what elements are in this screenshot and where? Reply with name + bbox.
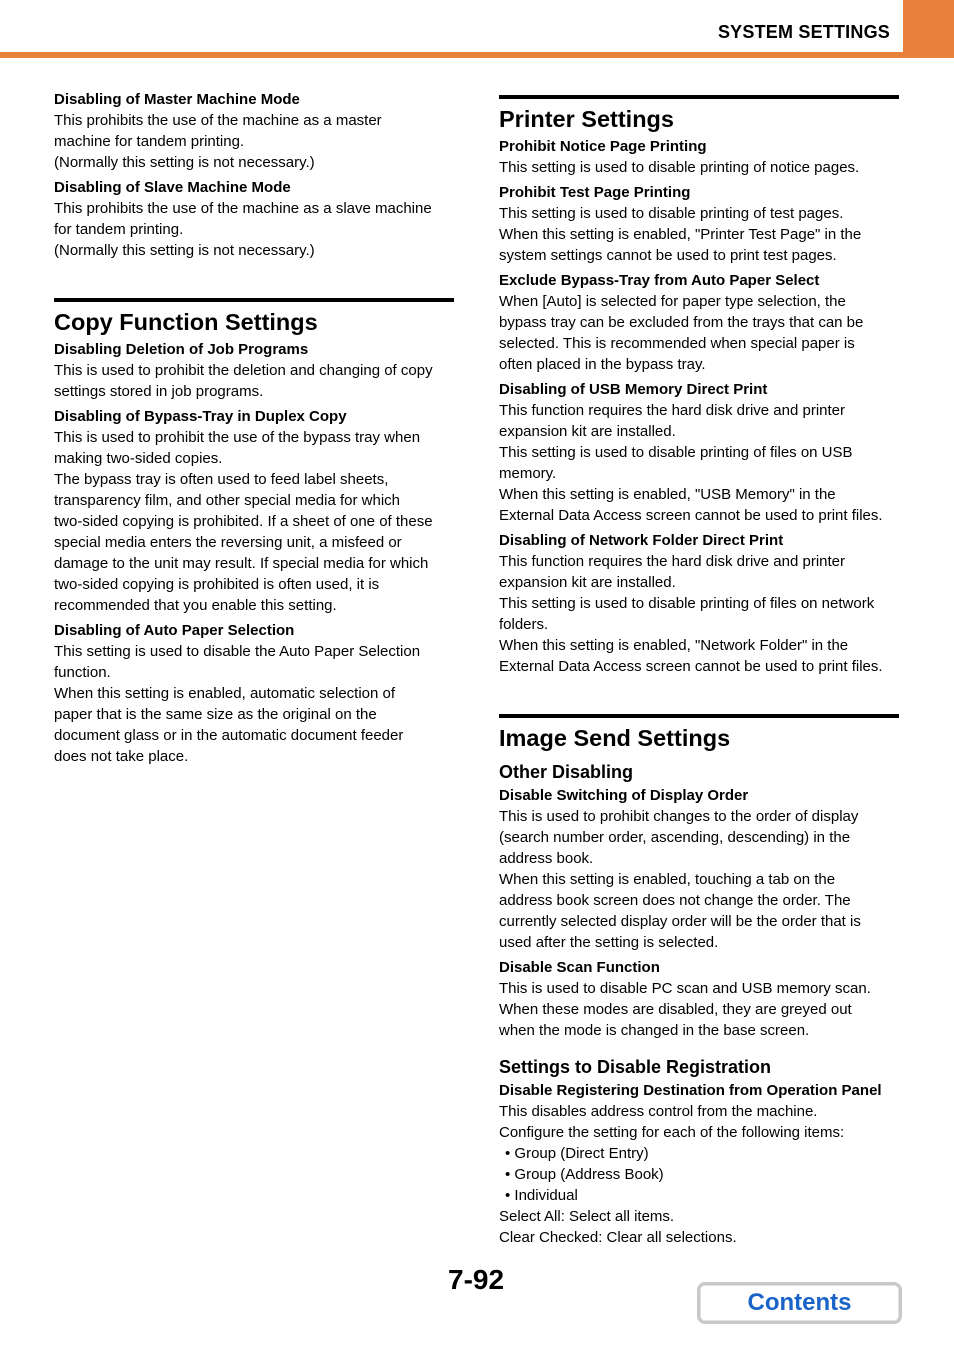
setting-item-text: settings stored in job programs.	[54, 383, 264, 400]
printer-section-rule	[499, 95, 899, 99]
left-top-items	[54, 90, 454, 261]
header-title: SYSTEM SETTINGS	[717, 22, 890, 42]
printer-section-items	[499, 137, 899, 677]
left-column	[54, 90, 454, 772]
setting-item-text: This is used to prohibit the use of the bypass tray when	[54, 429, 421, 446]
setting-item-text: The bypass tray is often used to feed label sheets,	[54, 471, 389, 488]
setting-item-text: This prohibits the use of the machine as a slave machine	[54, 200, 432, 217]
setting-item	[54, 621, 454, 767]
setting-item-title: Disabling of Bypass-Tray in Duplex Copy	[54, 408, 347, 425]
setting-item-title: Disable Scan Function	[499, 959, 660, 976]
setting-item-title: Disabling of USB Memory Direct Print	[499, 381, 768, 398]
setting-item-text: (Normally this setting is not necessary.)	[54, 242, 315, 259]
setting-item-text: This function requires the hard disk drive and printer	[499, 402, 846, 419]
setting-item-text: When this setting is enabled, "Network Folder" in the	[499, 637, 849, 654]
setting-item	[499, 137, 899, 178]
right-column	[499, 95, 899, 1248]
setting-item-text: When this setting is enabled, touching a tab on the	[499, 871, 836, 888]
setting-item	[54, 340, 454, 402]
setting-item-text: folders.	[499, 616, 549, 633]
setting-item-text: This setting is used to disable printing of notice pages.	[499, 159, 860, 176]
setting-item-text: used after the setting is selected.	[499, 934, 719, 951]
setting-item-text: document glass or in the automatic document feeder	[54, 727, 404, 744]
page-number: 7-92	[448, 1264, 505, 1295]
setting-item-text: When [Auto] is selected for paper type selection, the	[499, 293, 846, 310]
setting-item	[54, 178, 454, 261]
setting-item-text: often placed in the bypass tray.	[499, 356, 706, 373]
setting-item-text: two-sided copying is prohibited is often used, it is	[54, 576, 380, 593]
contents-button[interactable]: Contents	[697, 1282, 902, 1324]
setting-item-title: Disabling of Auto Paper Selection	[54, 622, 295, 639]
registration-intro	[499, 1101, 899, 1143]
setting-item-text: when the mode is changed in the base screen.	[499, 1022, 810, 1039]
registration-title: Settings to Disable Registration	[499, 1057, 772, 1077]
setting-item-text: This is used to prohibit the deletion and changing of copy	[54, 362, 433, 379]
setting-item-text: for tandem printing.	[54, 221, 184, 238]
setting-item-text: recommended that you enable this setting.	[54, 597, 337, 614]
setting-item-text: does not take place.	[54, 748, 189, 765]
setting-item	[499, 786, 899, 953]
setting-item-text: expansion kit are installed.	[499, 423, 676, 440]
setting-item-text: This setting is used to disable printing of files on USB	[499, 444, 853, 461]
setting-item-title: Disabling Deletion of Job Programs	[54, 341, 309, 358]
setting-item-text: expansion kit are installed.	[499, 574, 676, 591]
setting-item-text: system settings cannot be used to print test pages.	[499, 247, 837, 264]
setting-item-text: damage to the unit may result. If special media for which	[54, 555, 429, 572]
setting-item	[499, 183, 899, 266]
setting-item-text: address book.	[499, 850, 594, 867]
setting-item-text: machine for tandem printing.	[54, 133, 245, 150]
setting-item-text: This setting is used to disable printing of files on network	[499, 595, 875, 612]
setting-item-title: Disabling of Master Machine Mode	[54, 91, 300, 108]
setting-item-text: special media enters the reversing unit, a misfeed or	[54, 534, 402, 551]
setting-item-text: When this setting is enabled, "Printer Test Page" in the	[499, 226, 862, 243]
setting-item	[54, 90, 454, 173]
setting-item-text: (Normally this setting is not necessary.)	[54, 154, 315, 171]
copy-section-rule	[54, 298, 454, 302]
registration-text: Select All: Select all items.	[499, 1208, 675, 1225]
registration-item-title: Disable Registering Destination from Operation Panel	[499, 1082, 882, 1099]
setting-item-title: Disabling of Network Folder Direct Print	[499, 532, 784, 549]
setting-item-text: This is used to prohibit changes to the order of display	[499, 808, 859, 825]
setting-item-text: two-sided copying is prohibited. If a sheet of one of these	[54, 513, 433, 530]
registration-text: Configure the setting for each of the following items:	[499, 1124, 845, 1141]
setting-item-title: Prohibit Notice Page Printing	[499, 138, 707, 155]
setting-item	[54, 407, 454, 616]
registration-text: This disables address control from the machine.	[499, 1103, 818, 1120]
setting-item-text: function.	[54, 664, 111, 681]
setting-item-text: This prohibits the use of the machine as a master	[54, 112, 382, 129]
header-accent-block	[903, 0, 954, 58]
page-header	[0, 0, 954, 58]
setting-item-text: When this setting is enabled, automatic selection of	[54, 685, 396, 702]
setting-item-text: When these modes are disabled, they are greyed out	[499, 1001, 852, 1018]
header-rule	[0, 52, 954, 58]
setting-item-text: bypass tray can be excluded from the trays that can be	[499, 314, 864, 331]
setting-item-text: This is used to disable PC scan and USB memory scan.	[499, 980, 871, 997]
copy-section-title: Copy Function Settings	[54, 309, 318, 335]
other-disabling-title: Other Disabling	[499, 762, 634, 782]
image-send-section-rule	[499, 714, 899, 718]
setting-item	[499, 531, 899, 677]
registration-bullet: • Group (Direct Entry)	[505, 1145, 649, 1162]
registration-outro	[499, 1206, 899, 1248]
setting-item-text: (search number order, ascending, descending) in the	[499, 829, 851, 846]
setting-item-text: This setting is used to disable printing of test pages.	[499, 205, 844, 222]
setting-item-text: making two-sided copies.	[54, 450, 223, 467]
setting-item-text: paper that is the same size as the original on the	[54, 706, 377, 723]
setting-item-text: selected. This is recommended when special paper is	[499, 335, 855, 352]
image-send-section-title: Image Send Settings	[499, 725, 731, 751]
setting-item	[499, 380, 899, 526]
setting-item-text: When this setting is enabled, "USB Memory" in the	[499, 486, 836, 503]
setting-item	[499, 271, 899, 375]
setting-item-text: This function requires the hard disk drive and printer	[499, 553, 846, 570]
other-disabling-items	[499, 786, 899, 1041]
setting-item-title: Disable Switching of Display Order	[499, 787, 749, 804]
setting-item-text: External Data Access screen cannot be used to print files.	[499, 658, 883, 675]
setting-item-text: address book screen does not change the order. The	[499, 892, 851, 909]
setting-item-text: transparency film, and other special media for which	[54, 492, 400, 509]
setting-item	[499, 958, 899, 1041]
copy-section-items	[54, 340, 454, 767]
setting-item-text: currently selected display order will be the order that is	[499, 913, 861, 930]
setting-item-text: This setting is used to disable the Auto Paper Selection	[54, 643, 421, 660]
setting-item-text: memory.	[499, 465, 557, 482]
setting-item-title: Prohibit Test Page Printing	[499, 184, 691, 201]
registration-bullet: • Group (Address Book)	[505, 1166, 664, 1183]
registration-bullet: • Individual	[505, 1187, 578, 1204]
setting-item-title: Exclude Bypass-Tray from Auto Paper Select	[499, 272, 820, 289]
setting-item-text: External Data Access screen cannot be used to print files.	[499, 507, 883, 524]
registration-bullets	[499, 1143, 899, 1206]
printer-section-title: Printer Settings	[499, 106, 674, 132]
registration-text: Clear Checked: Clear all selections.	[499, 1229, 737, 1246]
setting-item-title: Disabling of Slave Machine Mode	[54, 179, 291, 196]
